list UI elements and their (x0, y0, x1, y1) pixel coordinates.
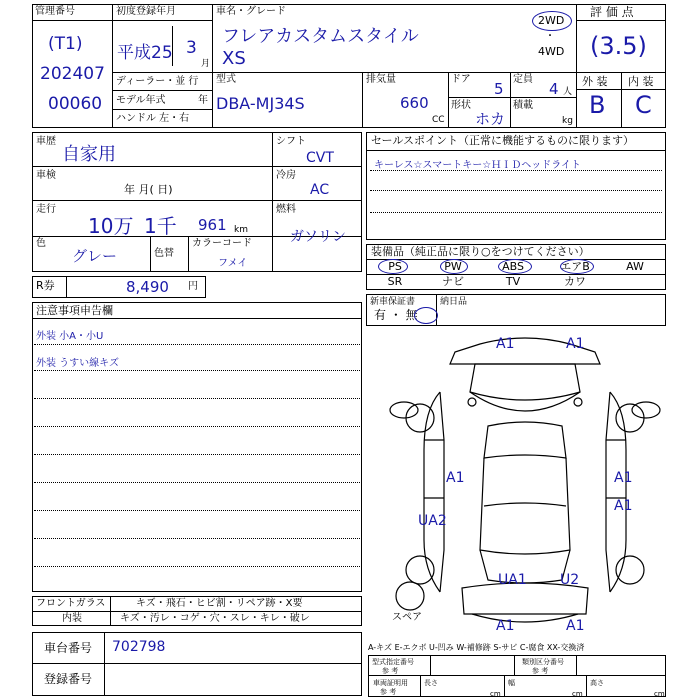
door-label: ドア (451, 74, 471, 85)
shaken-shomei-label: 車両証明用 (373, 679, 408, 687)
drive-2wd: 2WD (538, 14, 565, 27)
rken-label: R券 (36, 279, 55, 292)
damage-mark-7: UA1 (498, 572, 527, 588)
note-line-2: 外装 うすい線キズ (36, 358, 119, 369)
kanri-line-1: (T1) (48, 34, 83, 54)
mileage-rest: 961 (198, 216, 227, 234)
car-name: フレアカスタムスタイル (222, 26, 419, 47)
hosho-label: 新車保証書 (370, 297, 416, 307)
door: 5 (494, 80, 504, 98)
meigara-label: 車名・グレード (216, 6, 286, 17)
front-glass-label: フロントガラス (36, 598, 106, 609)
katashiki-label: 型式 (216, 74, 236, 85)
naiso-label: 内 装 (628, 75, 654, 88)
grade: XS (222, 48, 246, 69)
shodo-label: 初度登録年月 (116, 6, 176, 17)
damage-mark-2: A1 (566, 336, 585, 352)
color-code-label: カラーコード (192, 238, 252, 249)
mileage-sen: 1千 (144, 214, 177, 238)
iro-label: 色 (36, 238, 46, 249)
irogae-label: 色替 (154, 248, 174, 259)
equip-abs-circle (498, 259, 532, 274)
dealer-label: ディーラー・並 行 (116, 76, 199, 87)
legend: A-キズ E-エクボ U-凹み W-補修跡 S-サビ C-腐食 XX-交換済 (368, 643, 585, 652)
equip-tv: TV (505, 275, 521, 288)
nagasa-label: 長さ (424, 679, 438, 687)
equip-aw: AW (626, 260, 644, 273)
hosho: 有 ・ 無 (374, 308, 418, 322)
handle-label: ハンドル 左・右 (116, 113, 190, 124)
kanri-label: 管理番号 (35, 6, 75, 17)
interior-text: キズ・汚レ・コゲ・穴・スレ・キレ・破レ (120, 613, 310, 624)
hyoka-label: 評 価 点 (590, 5, 634, 19)
shareki-label: 車歴 (36, 136, 56, 147)
ruibetsu-sanko: 参 考 (532, 667, 549, 675)
teiin-unit: 人 (563, 87, 573, 97)
damage-mark-4: A1 (614, 470, 633, 486)
equip-navi: ナビ (442, 275, 464, 288)
gaiso-grade: B (589, 91, 606, 119)
gaiso-label: 外 装 (582, 75, 608, 88)
chassis-label: 車台番号 (44, 641, 93, 655)
nohin-label: 納日品 (440, 297, 468, 307)
katashiki-shitei-sanko: 参 考 (382, 667, 399, 675)
naiso-grade: C (635, 91, 652, 119)
katashiki-shitei-label: 型式指定番号 (372, 658, 414, 666)
reibo-label: 冷房 (276, 170, 296, 181)
reg-label: 登録番号 (44, 672, 93, 686)
reibo: AC (310, 182, 330, 198)
teiin-label: 定員 (513, 74, 533, 85)
equip-abs: ABS (502, 260, 524, 273)
shift-label: シフト (276, 136, 306, 147)
spare-label: スペア (392, 612, 422, 623)
model-year-label: モデル年式 (116, 95, 166, 106)
kanri-line-3: 00060 (48, 94, 103, 114)
equip-pw: PW (444, 260, 462, 273)
year-unit: 年 (198, 95, 208, 106)
damage-mark-6: UA2 (418, 513, 447, 529)
keijo: ホカ (475, 110, 506, 128)
iro: グレー (72, 247, 118, 265)
note-line-1: 外装 小A・小U (36, 331, 104, 342)
hosho-none-circle (414, 307, 438, 324)
kanri-line-2: 202407 (40, 64, 105, 84)
interior-label: 内装 (62, 613, 82, 624)
shareki: 自家用 (62, 144, 116, 165)
month-value: 3 (186, 38, 197, 58)
haba-unit: cm (572, 690, 583, 698)
cc-unit: CC (432, 115, 445, 125)
equip-airbag-circle (560, 259, 594, 274)
drive-dot: ・ (545, 31, 555, 42)
equip-airbag: エアB (560, 260, 590, 273)
shaken-label: 車検 (36, 170, 56, 181)
sekisai-unit: kg (562, 116, 573, 126)
keijo-label: 形状 (451, 100, 471, 111)
haba-label: 幅 (508, 679, 515, 687)
equip-leather: カワ (564, 275, 586, 288)
shift: CVT (306, 150, 334, 166)
equip-ps: PS (388, 260, 402, 273)
takasa-unit: cm (654, 690, 665, 698)
mileage-man: 10万 (88, 214, 134, 238)
era-value: 平成25 (117, 43, 173, 63)
score: (3.5) (590, 32, 647, 60)
nenryo: ガソリン (290, 229, 346, 245)
nagasa-unit: cm (490, 690, 501, 698)
rken-value: 8,490 (126, 278, 169, 296)
sales-point: キーレス☆スマートキー☆ＨＩＤヘッドライト (374, 160, 581, 171)
nenryo-label: 燃料 (276, 204, 296, 215)
katashiki: DBA-MJ34S (216, 94, 305, 113)
rken-unit: 円 (188, 281, 198, 292)
equip-ps-circle (378, 259, 408, 274)
month-unit: 月 (201, 59, 211, 69)
haikiryo-label: 排気量 (366, 74, 396, 85)
equipment-label: 装備品（純正品に限り○をつけてください） (371, 245, 590, 258)
damage-mark-9: A1 (496, 618, 515, 634)
damage-mark-3: A1 (446, 470, 465, 486)
shaken-text: 年 月( 日) (124, 183, 173, 196)
takasa-label: 高さ (590, 679, 604, 687)
damage-mark-1: A1 (496, 336, 515, 352)
damage-mark-10: A1 (566, 618, 585, 634)
color-code: フメイ (218, 258, 248, 269)
haikiryo: 660 (400, 94, 429, 112)
sales-label: セールスポイント（正常に機能するものに限ります） (371, 134, 635, 147)
shaken-shomei-sanko: 参 考 (380, 688, 397, 696)
drive-4wd: 4WD (538, 45, 565, 58)
notes-section (32, 302, 362, 592)
teiin: 4 (549, 80, 559, 98)
km-unit: km (234, 225, 248, 235)
chassis: 702798 (112, 639, 166, 655)
notes-label: 注意事項申告欄 (36, 304, 113, 317)
equip-sr: SR (387, 275, 403, 288)
damage-mark-8: U2 (560, 572, 580, 588)
equip-pw-circle (440, 259, 468, 274)
front-glass-text: キズ・飛石・ヒビ割・リペア跡・X要 (136, 598, 303, 609)
sekisai-label: 積載 (513, 100, 533, 111)
sales-section (366, 132, 666, 240)
damage-mark-5: A1 (614, 498, 633, 514)
ruibetsu-label: 類別区分番号 (522, 658, 564, 666)
soko-label: 走行 (36, 204, 56, 215)
rken-section (32, 276, 206, 298)
